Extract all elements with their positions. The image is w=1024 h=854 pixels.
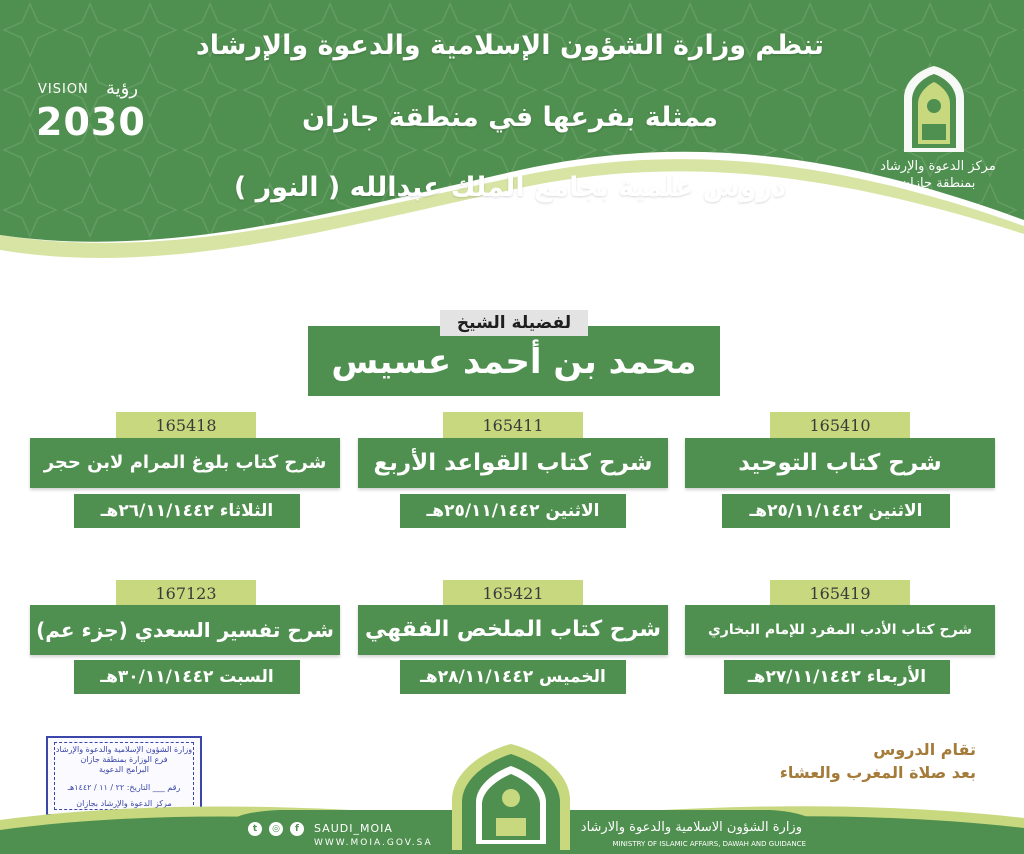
facebook-icon[interactable]: f <box>290 822 304 836</box>
lesson-date: السبت ٣٠/١١/١٤٤٢هـ <box>74 660 300 694</box>
stamp-line-2: فرع الوزارة بمنطقة جازان <box>80 755 168 764</box>
sheikh-label: لفضيلة الشيخ <box>440 310 588 336</box>
vision-year: 2030 <box>36 100 146 144</box>
lesson-number: 165418 <box>116 412 256 438</box>
stamp-line-4: رقم ___ التاريخ: ٢٢ / ١١ / ١٤٤٢هـ <box>67 783 181 792</box>
lesson-number: 165410 <box>770 412 910 438</box>
social-handle[interactable]: SAUDI_MOIA <box>314 822 393 835</box>
website-link[interactable]: WWW.MOIA.GOV.SA <box>314 838 433 848</box>
lesson-number: 167123 <box>116 580 256 606</box>
twitter-icon[interactable]: t <box>248 822 262 836</box>
lesson-title: شرح كتاب بلوغ المرام لابن حجر <box>30 438 340 488</box>
instagram-icon[interactable]: ◎ <box>269 822 283 836</box>
stamp-line-3: البرامج الدعوية <box>99 765 149 774</box>
vision-arabic: رؤية <box>106 78 139 99</box>
lesson-title: شرح كتاب الأدب المفرد للإمام البخاري <box>685 605 995 655</box>
stamp-line-1: وزارة الشؤون الإسلامية والدعوة والإرشاد <box>55 745 193 754</box>
stamp-line-5: مركز الدعوة والإرشاد بجازان <box>76 799 172 808</box>
note-line-1: تقام الدروس <box>873 740 976 759</box>
lesson-number: 165421 <box>443 580 583 606</box>
lesson-date: الاثنين ٢٥/١١/١٤٤٢هـ <box>400 494 626 528</box>
sheikh-name: محمد بن أحمد عسيس <box>308 326 720 396</box>
ministry-name-english: MINISTRY OF ISLAMIC AFFAIRS, DAWAH AND GUIDANCE <box>612 840 806 848</box>
schedule-note <box>720 738 976 784</box>
header-line-2: ممثلة بفرعها في منطقة جازان <box>302 102 718 133</box>
ministry-emblem-icon <box>446 740 576 850</box>
header-line-1: تنظم وزارة الشؤون الإسلامية والدعوة والإرشاد <box>195 30 825 61</box>
lesson-title: شرح كتاب التوحيد <box>685 438 995 488</box>
lesson-date: الأربعاء ٢٧/١١/١٤٤٢هـ <box>724 660 950 694</box>
social-icons <box>248 822 308 838</box>
ministry-emblem-icon <box>898 64 970 154</box>
center-name-line-2: بمنطقة جازان <box>900 176 976 191</box>
lesson-title: شرح تفسير السعدي (جزء عم) <box>30 605 340 655</box>
ministry-name-arabic: وزارة الشؤون الاسلامية والدعوة والارشاد <box>580 820 802 835</box>
lesson-date: الاثنين ٢٥/١١/١٤٤٢هـ <box>722 494 950 528</box>
lesson-date: الثلاثاء ٢٦/١١/١٤٤٢هـ <box>74 494 300 528</box>
lesson-number: 165419 <box>770 580 910 606</box>
vision-2030-logo <box>36 78 166 148</box>
note-line-2: بعد صلاة المغرب والعشاء <box>779 763 976 782</box>
lesson-number: 165411 <box>443 412 583 438</box>
center-name <box>868 158 1008 192</box>
header-line-3: دروس علمية بجامع الملك عبدالله ( النور ) <box>233 172 787 203</box>
lesson-date: الخميس ٢٨/١١/١٤٤٢هـ <box>400 660 626 694</box>
center-name-line-1: مركز الدعوة والإرشاد <box>880 159 996 174</box>
lesson-title: شرح كتاب القواعد الأربع <box>358 438 668 488</box>
vision-word: VISION <box>38 82 89 97</box>
lesson-title: شرح كتاب الملخص الفقهي <box>358 605 668 655</box>
